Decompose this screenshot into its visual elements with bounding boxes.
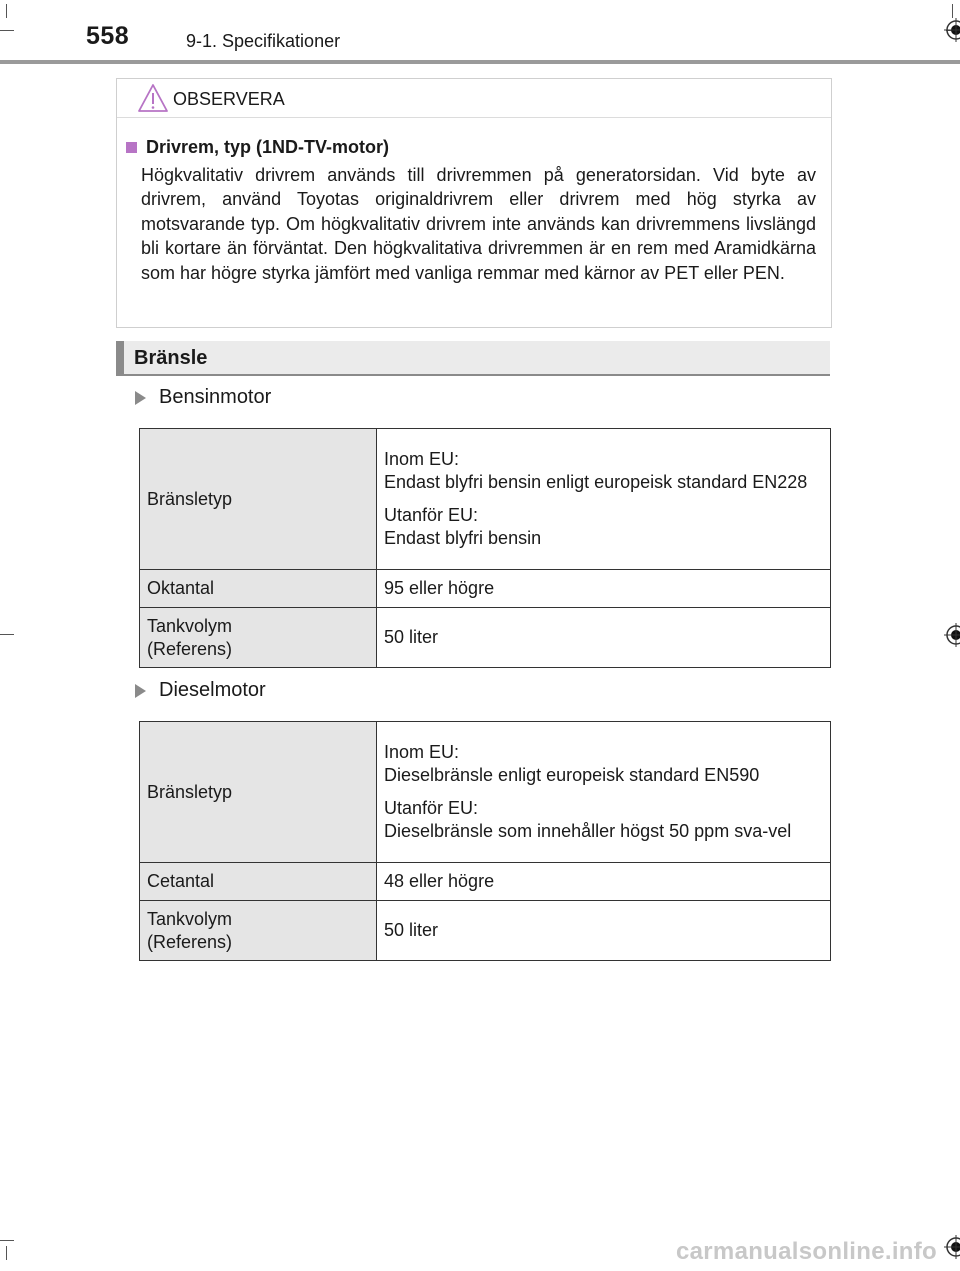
petrol-heading-text: Bensinmotor <box>159 386 272 408</box>
crop-mark <box>0 1240 14 1241</box>
cetane-label: Cetantal <box>140 863 377 901</box>
fuel-type-value <box>377 429 831 570</box>
tank-label-line: Tankvolym <box>147 908 233 929</box>
eu-heading: Inom EU: <box>384 742 460 762</box>
non-eu-heading: Utanför EU: <box>384 505 479 525</box>
table-row <box>140 722 831 863</box>
crop-mark <box>0 30 14 31</box>
cetane-value: 48 eller högre <box>377 863 831 901</box>
eu-heading: Inom EU: <box>384 449 460 469</box>
non-eu-value: Endast blyfri bensin <box>384 528 542 548</box>
registration-mark-icon <box>944 1235 960 1259</box>
fuel-type-label: Bränsletyp <box>140 429 377 570</box>
non-eu-heading: Utanför EU: <box>384 798 479 818</box>
notice-box <box>116 78 832 328</box>
notice-header <box>117 79 831 118</box>
notice-subheading-text: Drivrem, typ (1ND-TV-motor) <box>146 137 390 157</box>
notice-label: OBSERVERA <box>173 89 285 109</box>
petrol-heading <box>135 386 271 409</box>
section-heading: Bränsle <box>134 347 208 369</box>
table-row <box>140 429 831 570</box>
crop-mark <box>6 4 7 18</box>
octane-value: 95 eller högre <box>377 570 831 608</box>
tank-volume-label <box>140 901 377 961</box>
section-bar <box>116 341 124 374</box>
page-number: 558 <box>86 22 130 50</box>
tank-label-line: Tankvolym <box>147 615 233 636</box>
table-row <box>140 901 831 961</box>
diesel-heading-text: Dieselmotor <box>159 679 266 701</box>
notice-body: Högkvalitativ drivrem används till drivremmen på generatorsidan. Vid byte av drivrem, använd Toyotas originaldrivrem eller drivrem med hög styrka av motsvarande typ. Om högkvalitativ drivrem inte används kan drivremmens livslängd bli kortare än förväntat. Den högkvalitativa drivremmen är en rem med Aramidkärna som har högre styrka jämfört med vanliga remmar med kärnor av PET eller PEN. <box>141 165 816 283</box>
warning-icon <box>137 83 169 113</box>
table-row <box>140 608 831 668</box>
petrol-spec-table <box>139 428 831 668</box>
octane-label: Oktantal <box>140 570 377 608</box>
square-bullet-icon <box>126 142 137 153</box>
crop-mark <box>6 1246 7 1260</box>
fuel-type-label: Bränsletyp <box>140 722 377 863</box>
triangle-bullet-icon <box>135 391 146 405</box>
notice-subheading <box>126 137 389 158</box>
eu-value: Dieselbränsle enligt europeisk standard EN590 <box>384 765 760 785</box>
eu-value: Endast blyfri bensin enligt europeisk standard EN228 <box>384 472 808 492</box>
registration-mark-icon <box>944 18 960 42</box>
non-eu-value: Dieselbränsle som innehåller högst 50 ppm sva-vel <box>384 821 792 841</box>
tank-volume-label <box>140 608 377 668</box>
triangle-bullet-icon <box>135 684 146 698</box>
tank-label-line: (Referens) <box>147 931 233 952</box>
watermark: carmanualsonline.info <box>676 1238 938 1265</box>
tank-label-line: (Referens) <box>147 638 233 659</box>
tank-volume-value: 50 liter <box>377 901 831 961</box>
crop-mark <box>0 634 14 635</box>
tank-volume-value: 50 liter <box>377 608 831 668</box>
header-rule <box>0 60 960 64</box>
section-heading-band <box>116 341 830 376</box>
diesel-spec-table <box>139 721 831 961</box>
table-row <box>140 863 831 901</box>
section-title: 9-1. Specifikationer <box>186 31 341 51</box>
registration-mark-icon <box>944 623 960 647</box>
diesel-heading <box>135 679 266 702</box>
fuel-type-value <box>377 722 831 863</box>
table-row <box>140 570 831 608</box>
crop-mark <box>952 4 953 18</box>
